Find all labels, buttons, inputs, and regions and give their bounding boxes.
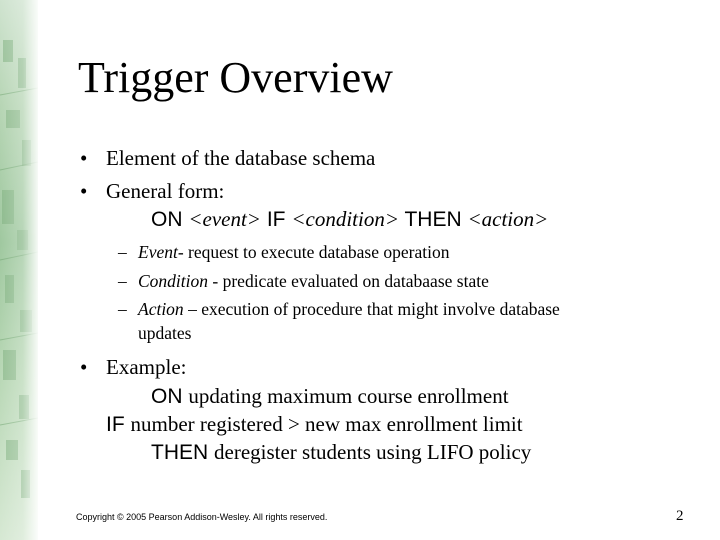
- sub-item-term: Event: [138, 242, 178, 262]
- sub-item-text: – execution of procedure that might involve database: [183, 299, 560, 319]
- keyword-on: ON: [151, 385, 189, 408]
- example-text: number registered > new max enrollment limit: [130, 412, 523, 436]
- example-line-if: [106, 412, 523, 437]
- sub-item-text: - predicate evaluated on databaase state: [208, 271, 489, 291]
- copyright-footer: Copyright © 2005 Pearson Addison-Wesley. All rights reserved.: [76, 512, 328, 522]
- bullet-text: Example:: [106, 355, 187, 379]
- bullet-text: Element of the database schema: [106, 146, 376, 170]
- photo-fade-overlay: [0, 0, 38, 540]
- keyword-on: ON: [151, 208, 189, 231]
- sub-item-term: Condition: [138, 271, 209, 291]
- example-line-on: [151, 384, 509, 409]
- sub-item-continuation: updates: [138, 323, 192, 343]
- page-number: 2: [676, 508, 684, 524]
- slide-title: Trigger Overview: [78, 53, 393, 102]
- bullet-item: [80, 179, 224, 204]
- bullet-item-example: [80, 355, 186, 380]
- keyword-if: IF: [260, 208, 292, 231]
- example-line-then: [151, 440, 531, 465]
- placeholder-condition: <condition>: [291, 207, 399, 231]
- sub-item-term: Action: [138, 299, 184, 319]
- keyword-if: IF: [106, 413, 131, 436]
- example-text: updating maximum course enrollment: [188, 384, 509, 408]
- dash-glyph: –: [118, 299, 127, 319]
- side-decorative-photo: [0, 0, 38, 540]
- sub-item-condition: [118, 271, 489, 292]
- bullet-glyph: •: [80, 355, 88, 379]
- general-form-line: [151, 207, 548, 232]
- keyword-then: THEN: [399, 208, 468, 231]
- keyword-then: THEN: [151, 441, 214, 464]
- placeholder-action: <action>: [467, 207, 549, 231]
- bullet-glyph: •: [80, 146, 88, 170]
- bullet-glyph: •: [80, 179, 88, 203]
- dash-glyph: –: [118, 242, 127, 262]
- example-text: deregister students using LIFO policy: [214, 440, 532, 464]
- sub-item-event: [118, 242, 449, 263]
- placeholder-event: <event>: [188, 207, 261, 231]
- bullet-item: [80, 146, 375, 171]
- sub-item-action: [118, 299, 560, 320]
- bullet-text: General form:: [106, 179, 225, 203]
- sub-item-text: - request to execute database operation: [177, 242, 450, 262]
- dash-glyph: –: [118, 271, 127, 291]
